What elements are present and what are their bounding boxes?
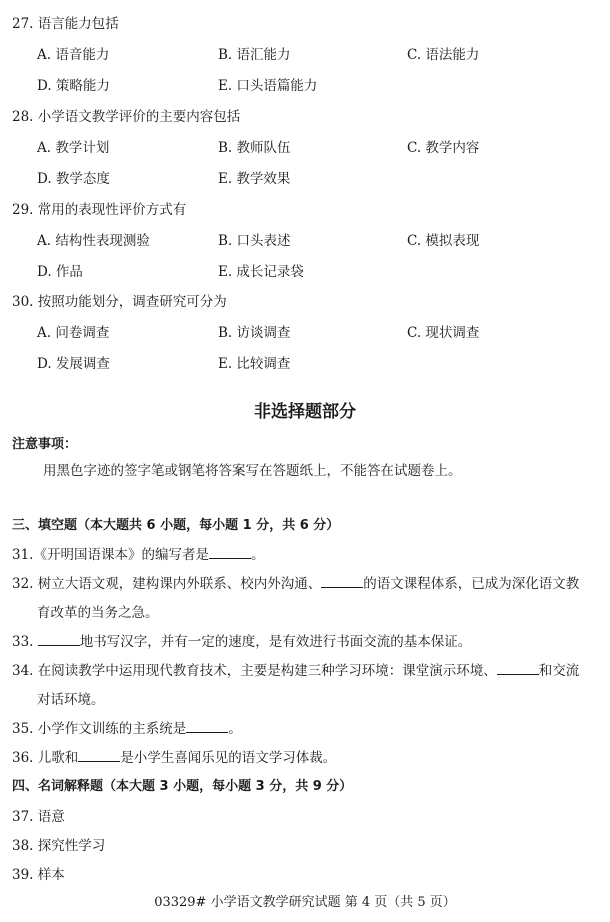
q28-option-a: A. 教学计划 xyxy=(37,140,110,156)
q29-option-a: A. 结构性表现测验 xyxy=(37,233,150,249)
q31-text: 31.《开明国语课本》的编写者是 xyxy=(12,547,209,563)
q27-option-a: A. 语音能力 xyxy=(37,47,110,63)
q27-option-e: E. 口头语篇能力 xyxy=(218,78,318,94)
q36-text-end: 是小学生喜闻乐见的语文学习体裁。 xyxy=(120,750,337,766)
question-32 xyxy=(12,572,579,592)
notice-body: 用黑色字迹的签字笔或钢笔将答案写在答题纸上，不能答在试题卷上。 xyxy=(43,463,462,479)
q30-option-d: D. 发展调查 xyxy=(37,356,110,372)
terms-section-heading: 四、名词解释题（本大题 3 小题，每小题 3 分，共 9 分） xyxy=(12,779,353,794)
q30-option-b: B. 访谈调查 xyxy=(218,325,291,341)
q30-option-c: C. 现状调查 xyxy=(407,325,480,341)
question-35 xyxy=(12,717,242,737)
q32-text: 32. 树立大语文观，建构课内外联系、校内外沟通、 xyxy=(12,576,322,592)
q32-answer-blank[interactable] xyxy=(321,574,363,588)
nonchoice-section-title: 非选择题部分 xyxy=(254,402,356,422)
question-36 xyxy=(12,746,336,766)
question-28-stem: 28. 小学语文教学评价的主要内容包括 xyxy=(12,109,241,125)
q29-option-e: E. 成长记录袋 xyxy=(218,264,304,280)
notice-heading: 注意事项： xyxy=(12,437,78,452)
question-27-stem: 27. 语言能力包括 xyxy=(12,16,119,32)
q34-text: 34. 在阅读教学中运用现代教育技术，主要是构建三种学习环境：课堂演示环境、 xyxy=(12,663,497,679)
q27-option-d: D. 策略能力 xyxy=(37,78,110,94)
q29-option-b: B. 口头表述 xyxy=(218,233,291,249)
q32-continuation: 育改革的当务之急。 xyxy=(37,605,159,621)
fill-section-heading: 三、填空题（本大题共 6 小题，每小题 1 分，共 6 分） xyxy=(12,518,340,533)
question-31 xyxy=(12,543,264,563)
q30-option-e: E. 比较调查 xyxy=(218,356,291,372)
q29-option-d: D. 作品 xyxy=(37,264,83,280)
q34-text-end: 和交流 xyxy=(538,663,580,679)
q35-text: 35. 小学作文训练的主系统是 xyxy=(12,721,187,737)
q32-text-end: 的语文课程体系，已成为深化语文教 xyxy=(363,576,580,592)
q36-answer-blank[interactable] xyxy=(78,748,120,762)
q31-answer-blank[interactable] xyxy=(209,545,251,559)
page-footer: 03329# 小学语文教学研究试题 第 4 页（共 5 页） xyxy=(154,895,456,910)
question-38: 38. 探究性学习 xyxy=(12,838,106,854)
q36-text: 36. 儿歌和 xyxy=(12,750,79,766)
question-39: 39. 样本 xyxy=(12,867,65,883)
q34-continuation: 对话环境。 xyxy=(37,692,105,708)
q31-text-end: 。 xyxy=(250,547,265,563)
q30-option-a: A. 问卷调查 xyxy=(37,325,110,341)
q28-option-d: D. 教学态度 xyxy=(37,171,110,187)
q34-answer-blank[interactable] xyxy=(497,661,539,675)
q35-text-end: 。 xyxy=(228,721,242,737)
q29-option-c: C. 模拟表现 xyxy=(407,233,480,249)
question-30-stem: 30. 按照功能划分，调查研究可分为 xyxy=(12,294,227,310)
question-33 xyxy=(12,630,471,650)
q28-option-b: B. 教师队伍 xyxy=(218,140,291,156)
q33-text: 地书写汉字，并有一定的速度，是有效进行书面交流的基本保证。 xyxy=(79,634,472,650)
q33-number: 33. xyxy=(12,634,38,650)
question-37: 37. 语意 xyxy=(12,809,65,825)
q28-option-e: E. 教学效果 xyxy=(218,171,291,187)
question-29-stem: 29. 常用的表现性评价方式有 xyxy=(12,202,187,218)
q35-answer-blank[interactable] xyxy=(186,719,228,733)
q33-answer-blank[interactable] xyxy=(38,632,80,646)
q28-option-c: C. 教学内容 xyxy=(407,140,480,156)
question-34 xyxy=(12,659,579,679)
q27-option-c: C. 语法能力 xyxy=(407,47,480,63)
q27-option-b: B. 语汇能力 xyxy=(218,47,291,63)
